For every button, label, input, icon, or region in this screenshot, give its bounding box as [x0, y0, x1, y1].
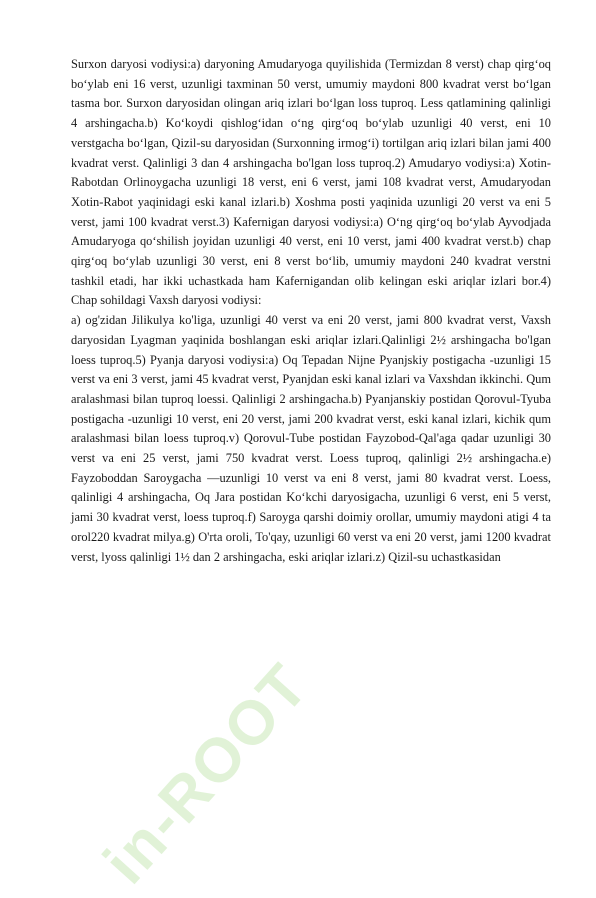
paragraph-1: Surxon daryosi vodiysi:a) daryoning Amudaryoga quyilishida (Termizdan 8 verst) chap qirg‘oq bo‘ylab eni 16 verst, uzunligi taxminan 50 verst, umumiy maydoni 800 kvadrat verst bo‘lgan tasma bor. Surxon daryosidan olingan ariq izlari bo‘lgan loss tuproq. Less qatlamining qalinligi 4 arshingacha.b) Ko‘koydi qishlog‘idan o‘ng qirg‘oq bo‘ylab uzunligi 40 verst, eni 10 verstgacha bo‘lgan, Qizil-su daryosidan (Surxonning irmog‘i) tortilgan ariq izlari bilan jami 400 kvadrat verst. Qalinligi 3 dan 4 arshingacha bo'lgan loss tuproq.2) Amudaryo vodiysi:a) Xotin-Rabotdan Orlinoygacha uzunligi 18 verst, eni 6 verst, jami 108 kvadrat verst, Amudaryodan Xotin-Rabot yaqinidagi eski kanal izlari.b) Xoshma posti yaqinida uzunligi 20 verst va eni 5 verst, jami 100 kvadrat verst.3) Kafernigan daryosi vodiysi:a) O‘ng qirg‘oq bo‘ylab Ayvodjada Amudaryoga qo‘shilish joyidan uzunligi 40 verst, eni 10 verst, jami 400 kvadrat verst.b) chap qirg‘oq bo‘ylab uzunligi 30 verst, eni 8 verst bo‘lib, umumiy maydoni 240 kvadrat verstni tashkil etadi, har ikki uchastkada ham Kafernigandan olib kelingan eski ariqlar izlari bor.4) Chap sohildagi Vaxsh daryosi vodiysi: — [71, 57, 551, 308]
watermark-text: in-ROOT — [90, 650, 322, 897]
paragraph-2: a) og'zidan Jilikulya ko'liga, uzunligi 40 verst va eni 20 verst, jami 800 kvadrat verst, Vaxsh daryosidan Lyagman yaqinida boshlangan eski ariqlar izlari.Qalinligi 2½ arshingacha bo'lgan loess tuproq.5) Pyanja daryosi vodiysi:a) Oq Tepadan Nijne Pyanjskiy postigacha -uzunligi 15 verst va eni 3 verst, jami 45 kvadrat verst, Pyanjdan eski kanal izlari va Vaxshdan ikkinchi. Qum aralashmasi bilan tuproq loessi. Qalinligi 2 arshingacha.b) Pyanjanskiy postidan Qorovul-Tyuba postigacha -uzunligi 10 verst, eni 20 verst, jami 200 kvadrat verst, eski kanal izlari, kichik qum aralashmasi bilan loess tuproq.v) Qorovul-Tube postidan Fayzobod-Qal'aga qadar uzunligi 30 verst va eni 25 verst, jami 750 kvadrat verst. Loess tuproq, qalinligi 2½ arshingacha.e) Fayzoboddan Saroygacha —uzunligi 10 verst va eni 8 verst, jami 80 kvadrat verst. Loess, qalinligi 4 arshingacha, Oq Jara postidan Ko‘kchi daryosigacha, uzunligi 6 verst, eni 5 verst, jami 30 kvadrat verst, loess tuproq.f) Saroyga qarshi doimiy orollar, umumiy maydoni atigi 4 ta orol220 kvadrat milya.g) O'rta oroli, To'qay, uzunligi 60 verst va eni 20 verst, jami 1200 kvadrat verst, lyoss qalinligi 1½ dan 2 arshingacha, eski ariqlar izlari.z) Qizil-su uchastkasidan — [71, 313, 551, 564]
document-body — [71, 55, 551, 567]
